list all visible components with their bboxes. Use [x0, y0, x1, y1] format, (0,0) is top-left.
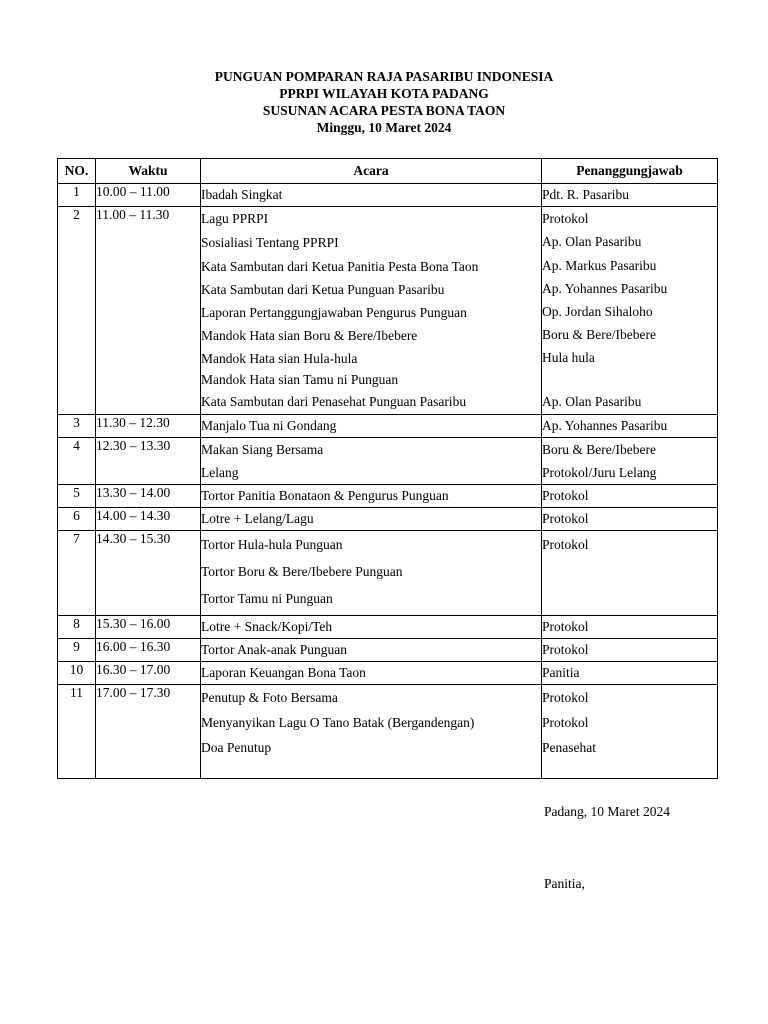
acara-cell: [201, 685, 542, 779]
row-number: 5: [58, 485, 96, 508]
table-header-row: [58, 159, 718, 184]
org-title: PUNGUAN POMPARAN RAJA PASARIBU INDONESIA: [214, 69, 554, 84]
acara-line: Penutup & Foto Bersama: [201, 690, 338, 705]
penanggungjawab-cell: [542, 508, 718, 531]
penanggungjawab-line: Pdt. R. Pasaribu: [542, 187, 630, 202]
row-time: 14.00 – 14.30: [96, 508, 201, 531]
penanggungjawab-line: Hula hula: [542, 350, 595, 365]
table-row: [58, 662, 718, 685]
table-row: [58, 438, 718, 485]
penanggungjawab-cell: [542, 438, 718, 485]
acara-cell: [201, 207, 542, 415]
penanggungjawab-cell: [542, 662, 718, 685]
table-row: [58, 531, 718, 616]
region-title: PPRPI WILAYAH KOTA PADANG: [279, 86, 489, 101]
row-number: 3: [58, 415, 96, 438]
col-header-no: NO.: [58, 159, 96, 184]
penanggungjawab-line: Penasehat: [542, 740, 596, 755]
table-body: [58, 184, 718, 779]
acara-line: Lotre + Snack/Kopi/Teh: [201, 619, 333, 634]
penanggungjawab-line: Protokol: [542, 511, 589, 526]
table-row: [58, 485, 718, 508]
acara-line: Sosialiasi Tentang PPRPI: [201, 235, 339, 250]
row-number: 7: [58, 531, 96, 616]
acara-line: Kata Sambutan dari Ketua Punguan Pasaribu: [201, 282, 445, 297]
row-time: 17.00 – 17.30: [96, 685, 201, 779]
acara-line: Tortor Panitia Bonataon & Pengurus Punguan: [201, 488, 449, 503]
penanggungjawab-line: Protokol: [542, 642, 589, 657]
table-row: [58, 639, 718, 662]
row-time: 13.30 – 14.00: [96, 485, 201, 508]
acara-cell: [201, 662, 542, 685]
col-header-penanggungjawab: Penanggungjawab: [542, 159, 718, 184]
acara-line: Tortor Hula-hula Punguan: [201, 537, 343, 552]
acara-line: Lagu PPRPI: [201, 211, 269, 226]
row-time: 11.30 – 12.30: [96, 415, 201, 438]
table-row: [58, 207, 718, 415]
penanggungjawab-cell: [542, 485, 718, 508]
penanggungjawab-line: Protokol/Juru Lelang: [542, 465, 657, 480]
acara-line: Tortor Anak-anak Punguan: [201, 642, 348, 657]
penanggungjawab-cell: [542, 207, 718, 415]
row-number: 6: [58, 508, 96, 531]
acara-cell: [201, 508, 542, 531]
acara-line: Kata Sambutan dari Ketua Panitia Pesta Bona Taon: [201, 259, 479, 274]
penanggungjawab-line: Ap. Yohannes Pasaribu: [542, 418, 668, 433]
row-number: 10: [58, 662, 96, 685]
acara-cell: [201, 639, 542, 662]
row-time: 16.00 – 16.30: [96, 639, 201, 662]
row-time: 10.00 – 11.00: [96, 184, 201, 207]
acara-cell: [201, 531, 542, 616]
acara-line: Laporan Keuangan Bona Taon: [201, 665, 366, 680]
penanggungjawab-line: Ap. Olan Pasaribu: [542, 234, 642, 249]
event-date: Minggu, 10 Maret 2024: [316, 120, 452, 135]
row-number: 9: [58, 639, 96, 662]
penanggungjawab-cell: [542, 685, 718, 779]
acara-line: Manjalo Tua ni Gondang: [201, 418, 337, 433]
acara-cell: [201, 616, 542, 639]
schedule-table: [57, 158, 718, 779]
table-row: [58, 616, 718, 639]
acara-line: Laporan Pertanggungjawaban Pengurus Punguan: [201, 305, 467, 320]
acara-line: Mandok Hata sian Tamu ni Punguan: [201, 372, 399, 387]
acara-line: Mandok Hata sian Hula-hula: [201, 351, 358, 366]
acara-line: Mandok Hata sian Boru & Bere/Ibebere: [201, 328, 418, 343]
acara-line: Lotre + Lelang/Lagu: [201, 511, 314, 526]
penanggungjawab-line: [542, 369, 717, 389]
penanggungjawab-line: Protokol: [542, 488, 589, 503]
penanggungjawab-line: Ap. Olan Pasaribu: [542, 394, 642, 409]
table-row: [58, 184, 718, 207]
row-number: 2: [58, 207, 96, 415]
table-row: [58, 415, 718, 438]
acara-cell: [201, 415, 542, 438]
acara-cell: [201, 485, 542, 508]
row-number: 8: [58, 616, 96, 639]
place-date: Padang, 10 Maret 2024: [544, 804, 670, 819]
penanggungjawab-cell: [542, 639, 718, 662]
signatory: Panitia,: [544, 876, 585, 891]
row-number: 1: [58, 184, 96, 207]
row-time: 12.30 – 13.30: [96, 438, 201, 485]
row-time: 14.30 – 15.30: [96, 531, 201, 616]
penanggungjawab-line: Ap. Yohannes Pasaribu: [542, 281, 668, 296]
penanggungjawab-line: Ap. Markus Pasaribu: [542, 258, 657, 273]
row-number: 4: [58, 438, 96, 485]
row-time: 15.30 – 16.00: [96, 616, 201, 639]
row-number: 11: [58, 685, 96, 779]
penanggungjawab-cell: [542, 415, 718, 438]
table-row: [58, 685, 718, 779]
penanggungjawab-line: Boru & Bere/Ibebere: [542, 327, 656, 342]
acara-line: Tortor Boru & Bere/Ibebere Punguan: [201, 564, 403, 579]
acara-line: Lelang: [201, 465, 239, 480]
penanggungjawab-cell: [542, 531, 718, 616]
acara-line: Ibadah Singkat: [201, 187, 283, 202]
acara-cell: [201, 438, 542, 485]
acara-line: Doa Penutup: [201, 740, 272, 755]
penanggungjawab-line: Panitia: [542, 665, 580, 680]
penanggungjawab-cell: [542, 184, 718, 207]
penanggungjawab-line: Protokol: [542, 211, 589, 226]
acara-cell: [201, 184, 542, 207]
acara-line: Kata Sambutan dari Penasehat Punguan Pasaribu: [201, 394, 467, 409]
penanggungjawab-line: Op. Jordan Sihaloho: [542, 304, 653, 319]
table-row: [58, 508, 718, 531]
col-header-waktu: Waktu: [96, 159, 201, 184]
row-time: 16.30 – 17.00: [96, 662, 201, 685]
penanggungjawab-line: Protokol: [542, 690, 589, 705]
acara-line: Makan Siang Bersama: [201, 442, 324, 457]
penanggungjawab-cell: [542, 616, 718, 639]
acara-line: Tortor Tamu ni Punguan: [201, 591, 333, 606]
penanggungjawab-line: Boru & Bere/Ibebere: [542, 442, 656, 457]
penanggungjawab-line: Protokol: [542, 715, 589, 730]
penanggungjawab-line: Protokol: [542, 619, 589, 634]
event-title: SUSUNAN ACARA PESTA BONA TAON: [262, 103, 506, 118]
acara-line: Menyanyikan Lagu O Tano Batak (Bergandengan): [201, 715, 475, 730]
penanggungjawab-line: Protokol: [542, 537, 589, 552]
row-time: 11.00 – 11.30: [96, 207, 201, 415]
col-header-acara: Acara: [201, 159, 542, 184]
document-header: [0, 68, 768, 136]
